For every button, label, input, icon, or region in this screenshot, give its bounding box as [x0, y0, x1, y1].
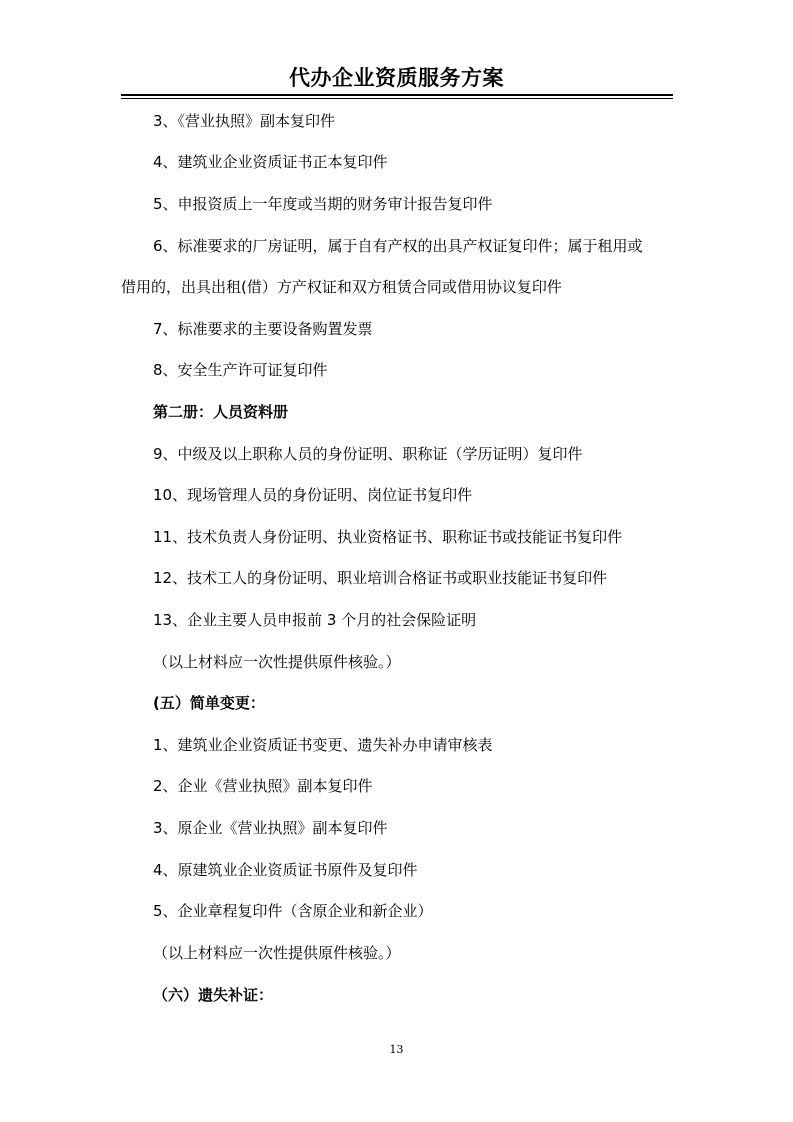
- page-number: 13: [389, 1043, 404, 1056]
- list-item: 4、原建筑业企业资质证书原件及复印件: [153, 861, 418, 879]
- section-heading: （六）遗失补证：: [153, 986, 274, 1004]
- section-heading: 第二册：人员资料册: [153, 403, 289, 421]
- list-item: 2、企业《营业执照》副本复印件: [153, 777, 373, 795]
- list-item: 8、安全生产许可证复印件: [153, 361, 328, 379]
- page-title: 代办企业资质服务方案: [289, 66, 504, 90]
- section-heading: (五）简单变更：: [153, 694, 265, 712]
- list-item: 6、标准要求的厂房证明，属于自有产权的出具产权证复印件；属于租用或: [153, 237, 643, 255]
- list-item: 10、现场管理人员的身份证明、岗位证书复印件: [153, 486, 473, 504]
- list-item: 5、申报资质上一年度或当期的财务审计报告复印件: [153, 195, 493, 213]
- list-item: 3、原企业《营业执照》副本复印件: [153, 819, 388, 837]
- list-item: 13、企业主要人员申报前 3 个月的社会保险证明: [153, 611, 477, 629]
- list-item: 1、建筑业企业资质证书变更、遗失补办申请审核表: [153, 736, 493, 754]
- list-item: 11、技术负责人身份证明、执业资格证书、职称证书或技能证书复印件: [153, 528, 623, 546]
- list-item: 12、技术工人的身份证明、职业培训合格证书或职业技能证书复印件: [153, 569, 608, 587]
- list-item: 9、中级及以上职称人员的身份证明、职称证（学历证明）复印件: [153, 445, 583, 463]
- header-rule-thick: [121, 94, 673, 96]
- list-item: 5、企业章程复印件（含原企业和新企业）: [153, 902, 433, 920]
- header-rule-thin: [121, 98, 673, 99]
- list-item: 4、建筑业企业资质证书正本复印件: [153, 153, 388, 171]
- note: （以上材料应一次性提供原件核验。）: [153, 944, 401, 962]
- note: （以上材料应一次性提供原件核验。）: [153, 653, 401, 671]
- list-item: 7、标准要求的主要设备购置发票: [153, 320, 373, 338]
- list-item-continuation: 借用的，出具出租(借）方产权证和双方租赁合同或借用协议复印件: [121, 278, 562, 296]
- list-item: 3、《营业执照》副本复印件: [153, 112, 336, 130]
